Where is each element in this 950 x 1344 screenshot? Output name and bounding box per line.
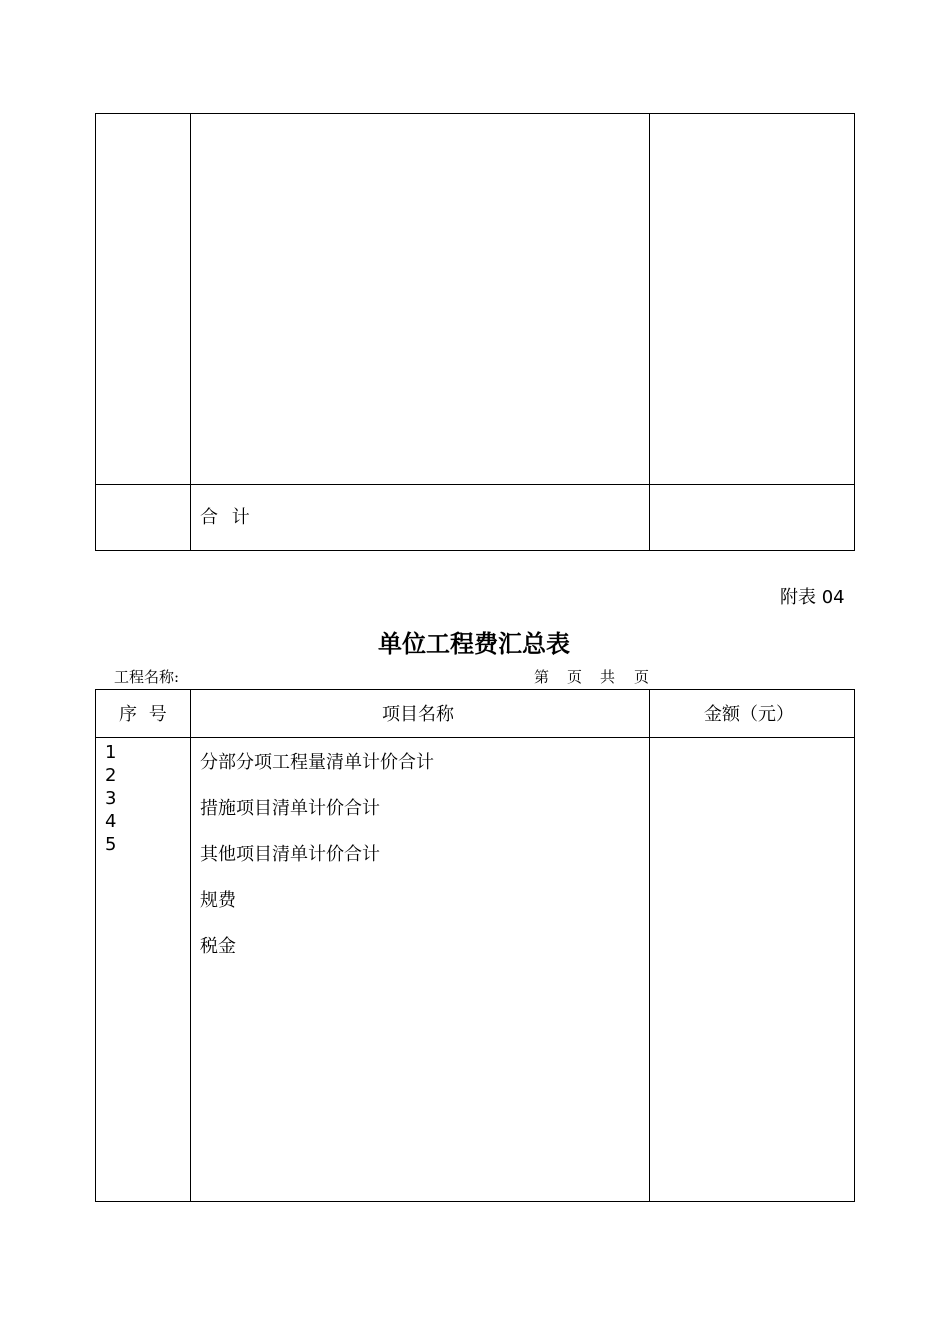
seq-number: 2 xyxy=(105,765,117,786)
seq-number: 1 xyxy=(105,742,117,763)
page-info-di: 第 xyxy=(534,668,550,686)
item-name: 规费 xyxy=(200,890,236,911)
page-info-gong: 共 xyxy=(600,668,616,686)
item-name: 其他项目清单计价合计 xyxy=(200,844,380,865)
page-info-ye-2: 页 xyxy=(634,668,650,686)
header-seq: 序 号 xyxy=(119,704,170,725)
seq-number: 5 xyxy=(105,834,117,855)
header-item-name: 项目名称 xyxy=(382,704,454,725)
header-amount: 金额（元） xyxy=(704,704,794,725)
seq-number: 3 xyxy=(105,788,117,809)
top-table-col-divider-2 xyxy=(649,113,650,551)
summary-table-col-divider-1 xyxy=(190,689,191,1202)
item-name: 分部分项工程量清单计价合计 xyxy=(200,752,434,773)
top-table-total-label: 合 计 xyxy=(200,507,254,528)
project-name-label: 工程名称: xyxy=(114,668,180,686)
top-table-row-divider xyxy=(95,484,855,485)
page-title: 单位工程费汇总表 xyxy=(378,630,570,658)
item-name: 税金 xyxy=(200,936,236,957)
summary-table-header-divider xyxy=(95,737,855,738)
seq-number-list xyxy=(105,741,116,856)
page-info-ye-1: 页 xyxy=(567,668,583,686)
seq-number: 4 xyxy=(105,811,117,832)
appendix-label: 附表 04 xyxy=(780,587,845,608)
top-table xyxy=(95,113,855,551)
summary-table-col-divider-2 xyxy=(649,689,650,1202)
item-name: 措施项目清单计价合计 xyxy=(200,798,380,819)
top-table-col-divider-1 xyxy=(190,113,191,551)
